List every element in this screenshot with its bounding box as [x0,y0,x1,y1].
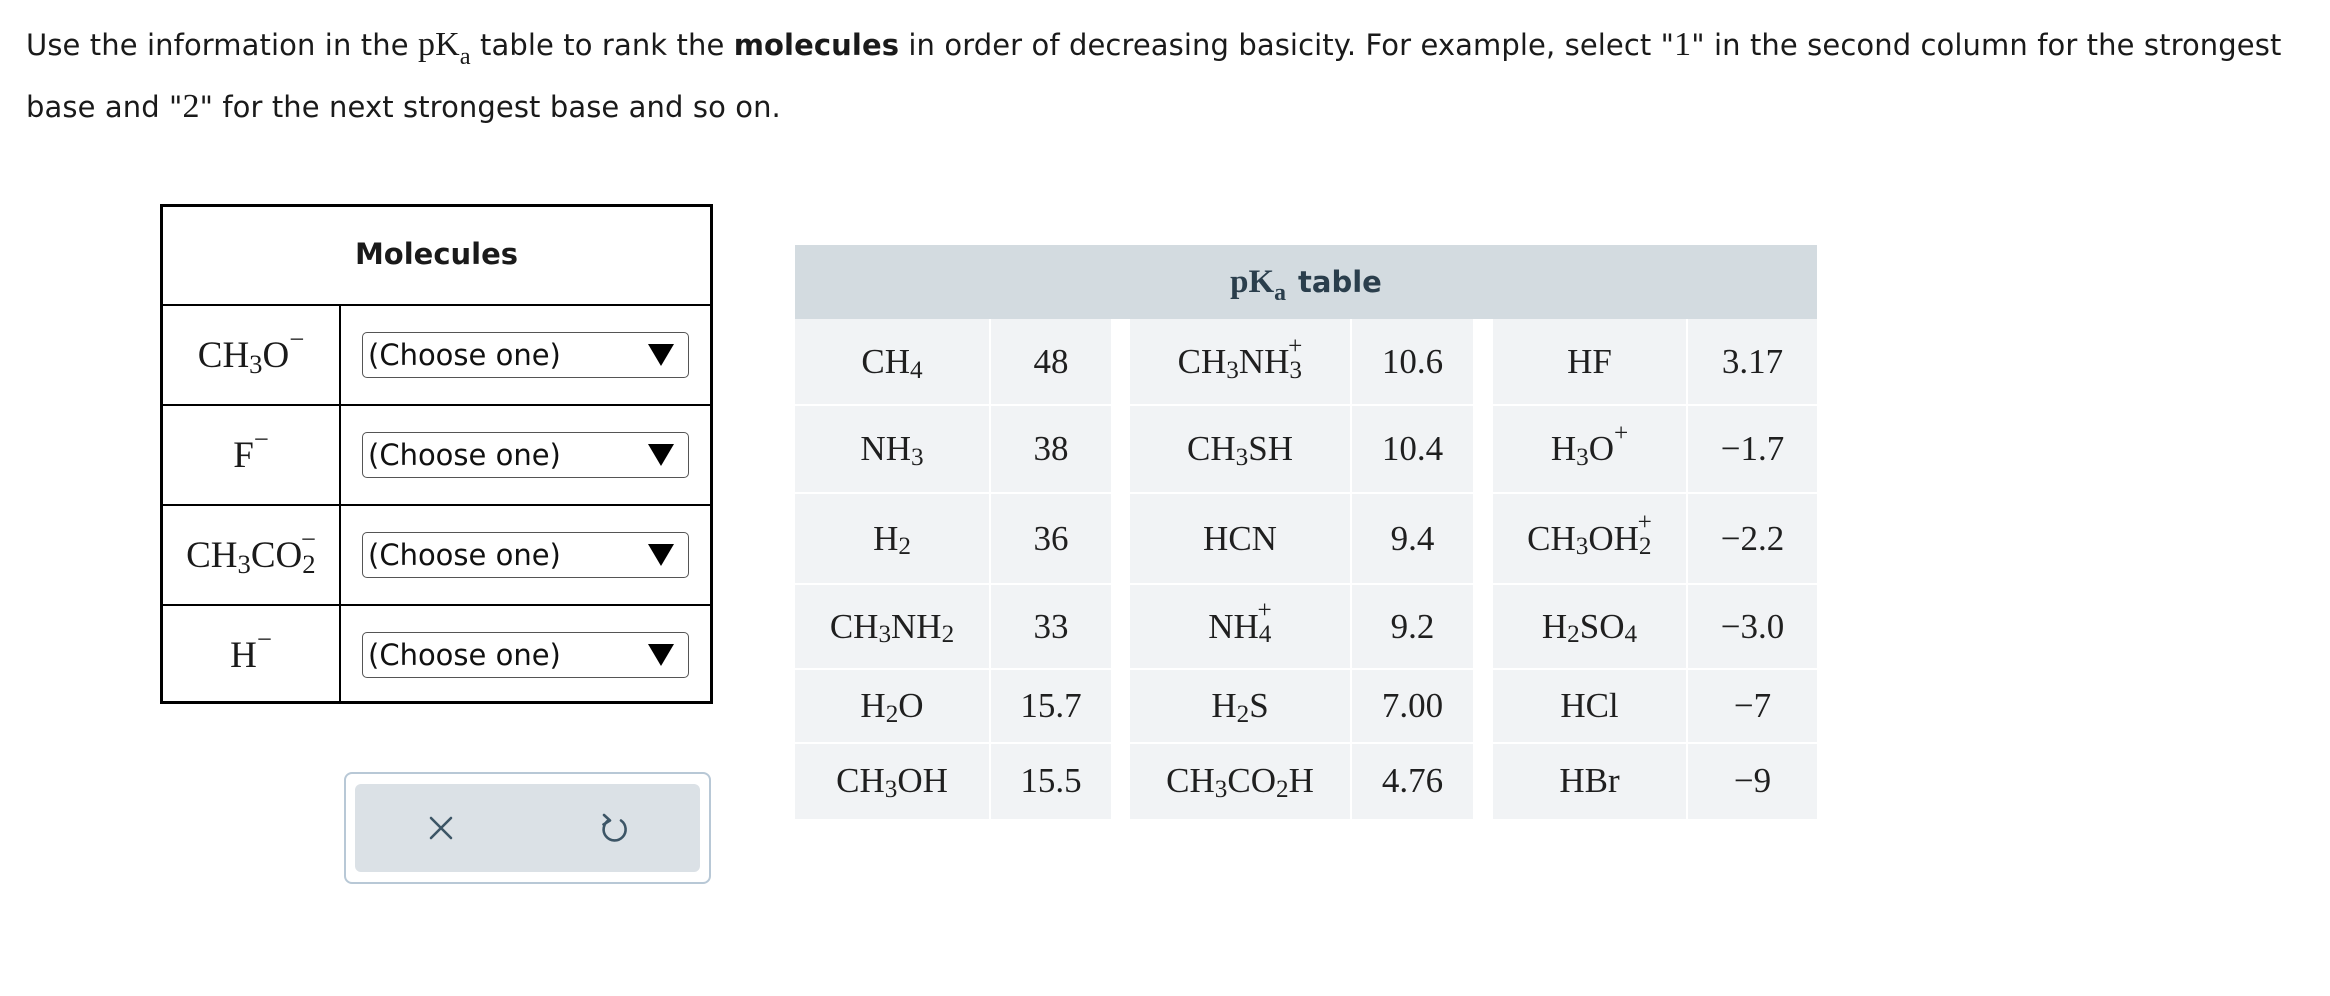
pka-value: 10.6 [1381,342,1444,381]
rank-dropdown[interactable] [362,632,689,678]
clear-button[interactable] [355,784,528,872]
pka-value: 3.17 [1721,342,1784,381]
molecule-formula: CH $_3$ CO $_2$ − [163,506,341,604]
pka-acid-formula: CH $_3$ CO $_2$ H [1166,761,1314,803]
pka-value: 10.4 [1381,429,1444,468]
pka-acid-formula: CH $_3$ OH [836,761,948,803]
pka-value: 48 [1033,342,1069,381]
instructions-bold-word: molecules [733,28,900,62]
rank-select-cell [341,306,710,404]
pka-acid-formula: NH $_4$ + [1208,597,1272,649]
pka-table-body [795,319,1817,901]
pka-value: 36 [1033,518,1069,558]
rank-dropdown-value: (Choose one) [368,538,561,572]
pka-acid-formula: CH $_3$ OH $_2$ + [1527,509,1652,561]
column-divider [1350,319,1352,819]
pka-acid-formula: CH $_3$ SH [1187,429,1293,471]
pka-symbol-subscript: a [459,42,471,70]
dropdown-arrow-icon [648,444,674,466]
molecule-formula: CH $_3$ O − [163,306,341,404]
rank-select-cell [341,406,710,504]
rank-dropdown[interactable] [362,332,689,378]
molecules-table [160,204,713,704]
pka-table-header [795,245,1817,319]
row-divider [795,404,1111,406]
pka-acid-formula: H $_2$ S [1211,686,1269,728]
pka-value: −1.7 [1720,429,1785,468]
instructions-part: " for the next strongest base and so on. [199,90,781,124]
molecules-rows [163,306,710,704]
row-divider [1493,404,1817,406]
pka-value: 15.5 [1020,761,1082,800]
dropdown-arrow-icon [648,644,674,666]
pka-table-title-word: table [1298,265,1382,299]
pka-value: 38 [1033,429,1069,468]
pka-value: 4.76 [1381,761,1444,800]
action-button-bar [355,784,700,872]
pka-value: −9 [1733,761,1772,800]
pka-title-subscript: a [1274,279,1287,306]
row-divider [1493,583,1817,585]
pka-table-title-symbol [1230,263,1287,306]
row-divider [795,492,1111,494]
row-divider [1130,583,1473,585]
rank-dropdown-value: (Choose one) [368,638,561,672]
row-divider [1493,492,1817,494]
pka-acid-formula: HCl [1560,686,1619,725]
pka-value: 9.4 [1390,518,1435,558]
row-divider [1130,492,1473,494]
pka-value: 33 [1033,606,1069,646]
dropdown-arrow-icon [648,544,674,566]
pka-value: 15.7 [1020,686,1082,725]
example-rank-two: 2 [182,88,200,125]
instructions-part: in order of decreasing basicity. For example, select " [899,28,1675,62]
pka-acid-formula: HCN [1203,518,1277,558]
row-divider [1493,742,1817,744]
instructions-text [26,14,2316,138]
molecule-formula: H − [163,606,341,704]
example-rank-one: 1 [1674,26,1692,63]
molecule-row [163,306,710,406]
rank-dropdown-value: (Choose one) [368,338,561,372]
dropdown-arrow-icon [648,344,674,366]
rank-dropdown[interactable] [362,432,689,478]
rank-dropdown[interactable] [362,532,689,578]
row-divider [1493,668,1817,670]
column-divider [989,319,991,819]
pka-table [795,245,1817,901]
rank-select-cell [341,606,710,704]
row-divider [795,583,1111,585]
instructions-part: " in the second column for the strongest base and " [26,28,2282,124]
instructions-part: Use the information in the [26,28,418,62]
pka-value: −2.2 [1720,518,1785,558]
close-icon [427,814,455,842]
row-divider [795,742,1111,744]
undo-button[interactable] [528,784,701,872]
pka-acid-formula: CH $_3$ NH $_2$ [829,606,955,649]
pka-acid-formula: CH $_4$ [861,342,923,384]
pka-value: 9.2 [1390,606,1435,646]
rank-dropdown-value: (Choose one) [368,438,561,472]
pka-symbol-text: pK [417,26,460,63]
pka-value: 7.00 [1381,686,1444,725]
pka-acid-formula: NH $_3$ [860,429,924,471]
instructions-part: table to rank the [470,28,734,62]
undo-icon [598,811,630,845]
pka-symbol [417,26,471,70]
molecule-row [163,606,710,704]
molecules-header-label: Molecules [354,236,519,271]
row-divider [1130,404,1473,406]
row-divider [795,668,1111,670]
row-divider [1130,742,1473,744]
pka-value: −7 [1733,686,1772,725]
molecule-formula: F − [163,406,341,504]
row-divider [1130,668,1473,670]
pka-acid-formula: H $_2$ O [860,686,924,728]
pka-acid-formula: CH $_3$ NH $_3$ + [1177,332,1303,384]
pka-acid-formula: H $_3$ O + [1550,419,1629,471]
pka-title-text: pK [1230,263,1275,300]
molecules-table-header [163,207,710,306]
rank-select-cell [341,506,710,604]
action-panel [344,772,711,884]
pka-acid-formula: H $_2$ SO $_4$ [1541,606,1638,649]
pka-acid-formula: HBr [1559,761,1620,800]
pka-acid-formula: HF [1567,342,1612,381]
pka-value: −3.0 [1720,606,1785,646]
molecule-row [163,406,710,506]
pka-acid-formula: H $_2$ [873,518,911,561]
column-divider [1686,319,1688,819]
molecule-row [163,506,710,606]
